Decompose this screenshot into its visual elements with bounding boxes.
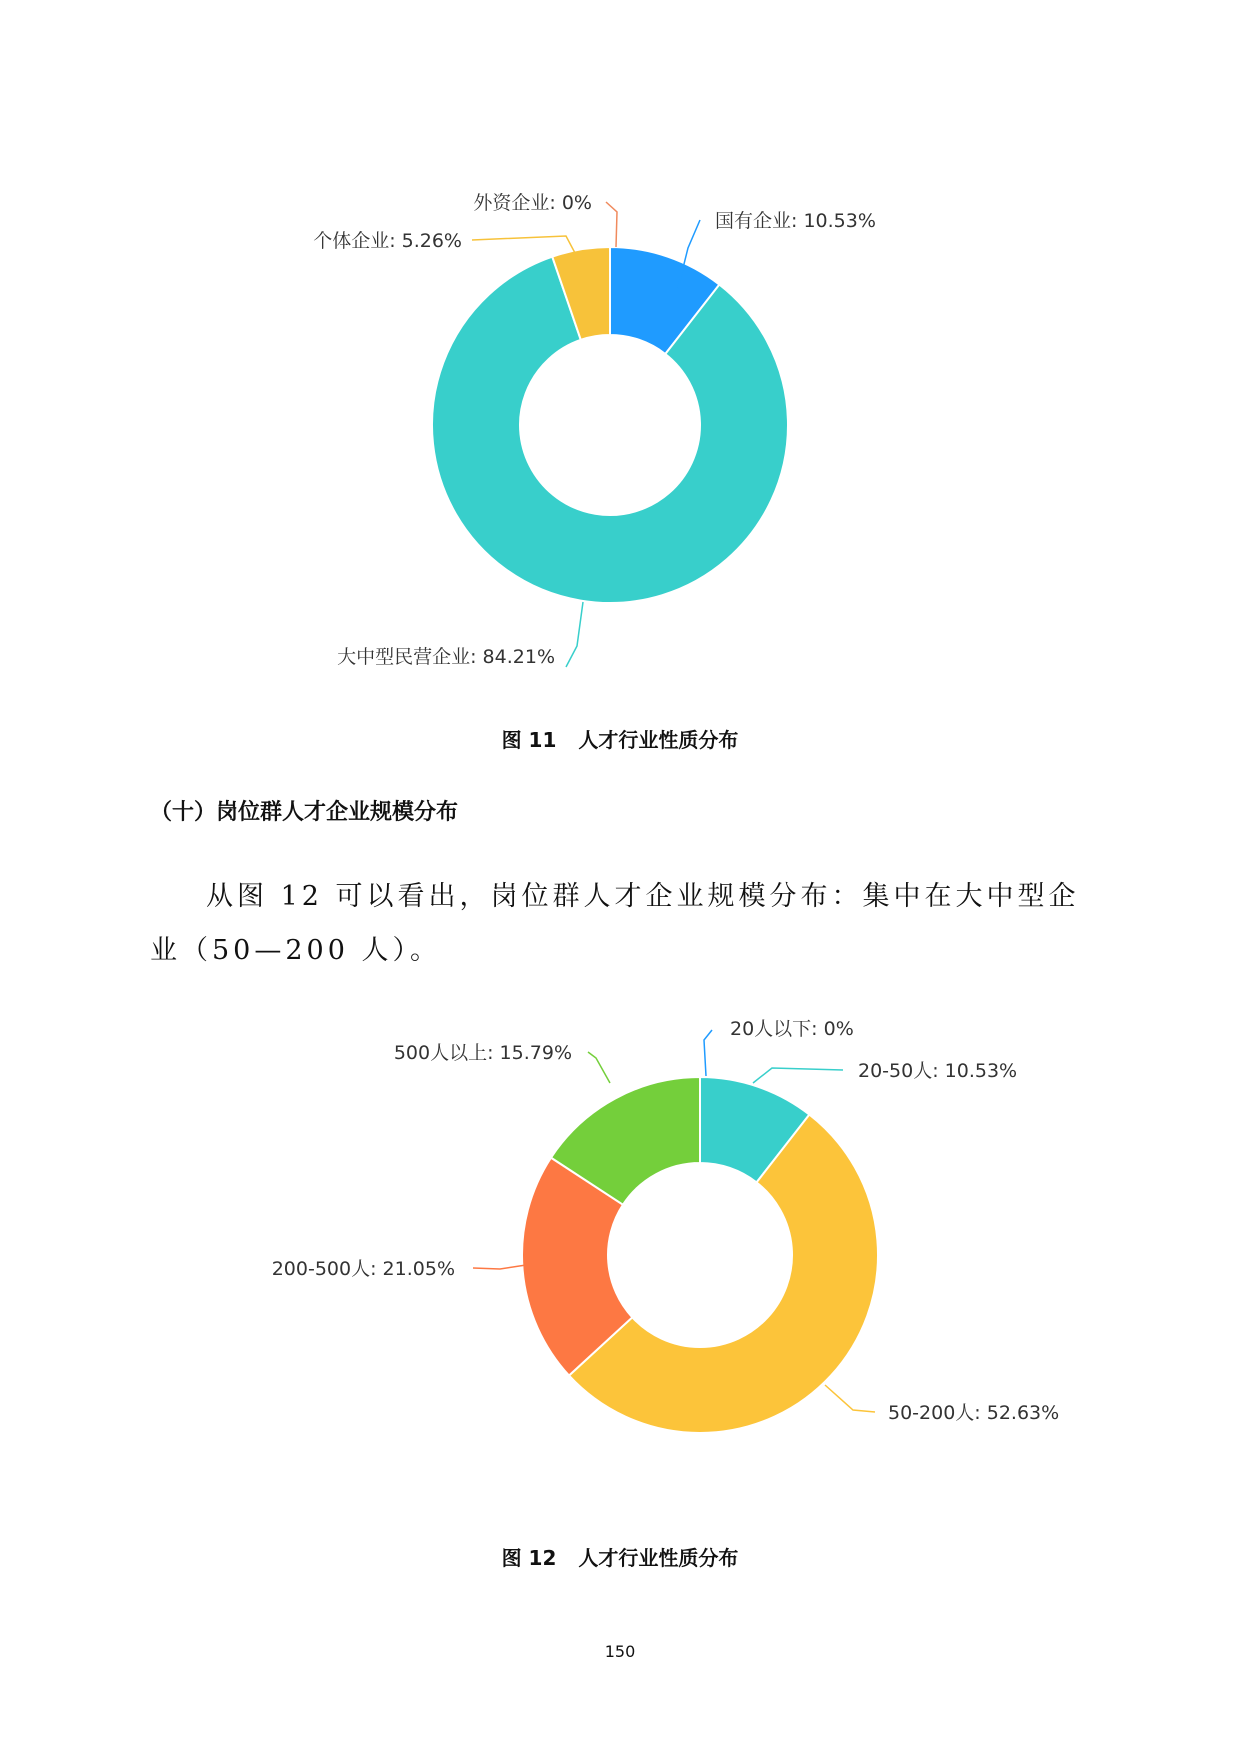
label-leader-line <box>825 1385 875 1412</box>
figure-number: 图 11 <box>501 728 557 752</box>
figure-caption-11 <box>0 724 1240 753</box>
label-leader-line <box>606 202 617 247</box>
label-leader-line <box>472 236 575 253</box>
slice-data-label: 500人以上: 15.79% <box>393 1042 572 1064</box>
donut-chart-enterprise-nature <box>0 170 1240 690</box>
body-paragraph: 从图 12 可以看出，岗位群人才企业规模分布：集中在大中型企业（50—200 人）。 <box>150 881 1080 966</box>
slice-data-label: 20人以下: 0% <box>730 1018 854 1040</box>
slice-data-label: 大中型民营企业: 84.21% <box>337 646 555 668</box>
slice-data-label: 50-200人: 52.63% <box>888 1402 1060 1424</box>
figure-number: 图 12 <box>501 1546 557 1570</box>
label-leader-line <box>704 1030 712 1076</box>
slice-data-label: 个体企业: 5.26% <box>313 230 462 252</box>
donut-chart-enterprise-size <box>0 990 1240 1450</box>
slice-data-label: 200-500人: 21.05% <box>271 1258 455 1280</box>
label-leader-line <box>753 1068 843 1083</box>
figure-caption-12 <box>0 1542 1240 1571</box>
slice-data-label: 外资企业: 0% <box>473 192 592 214</box>
figure-title: 人才行业性质分布 <box>578 728 739 752</box>
slice-data-label: 20-50人: 10.53% <box>858 1060 1018 1082</box>
slice-data-label: 国有企业: 10.53% <box>715 210 876 232</box>
label-leader-line <box>566 602 583 667</box>
figure-title: 人才行业性质分布 <box>578 1546 739 1570</box>
label-leader-line <box>473 1265 526 1269</box>
page-number: 150 <box>604 1642 636 1661</box>
section-heading: （十）岗位群人才企业规模分布 <box>150 800 459 825</box>
label-leader-line <box>588 1052 610 1083</box>
